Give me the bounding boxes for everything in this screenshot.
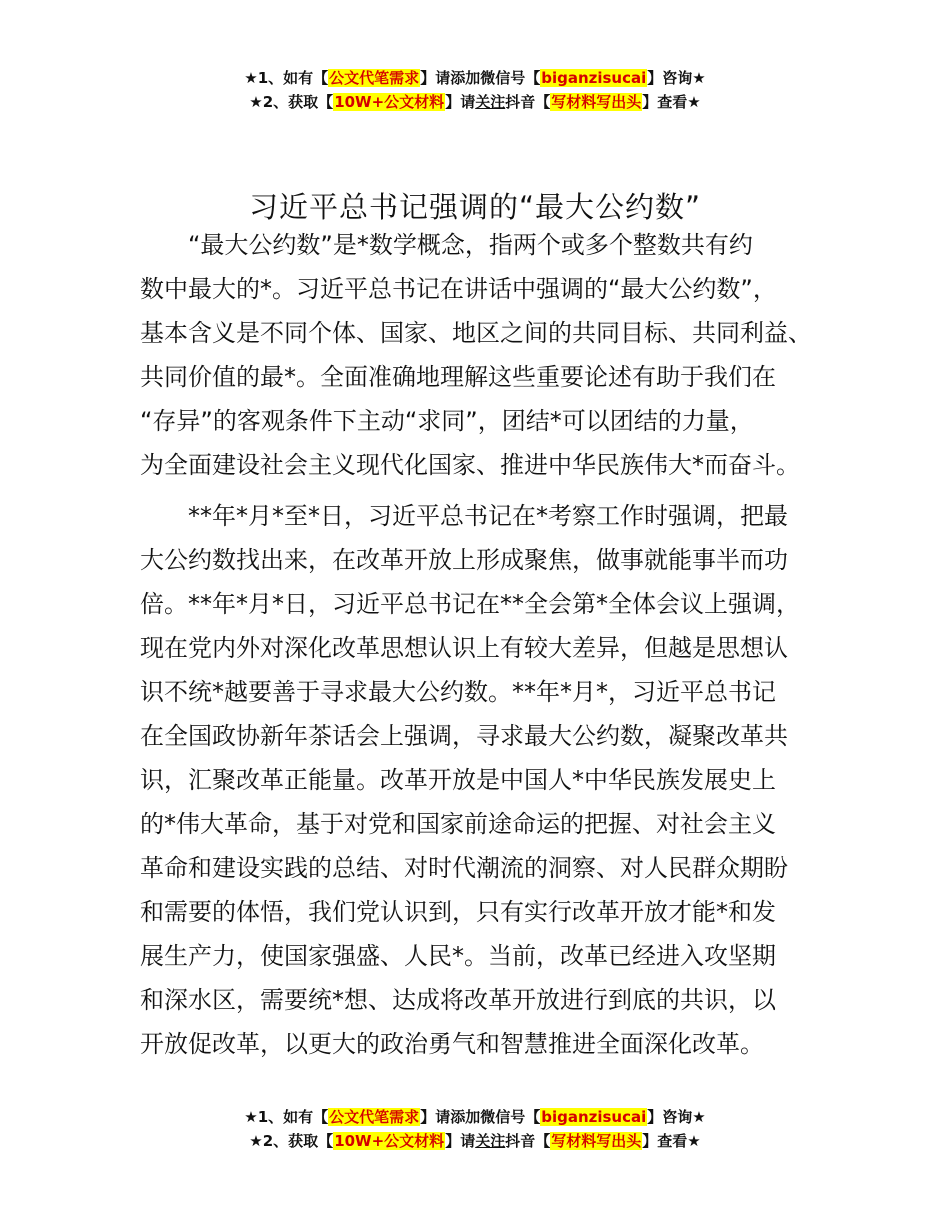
paragraph-line: 革命和建设实践的总结、对时代潮流的洞察、对人民群众期盼 [140, 854, 788, 882]
banner-text: ★2、获取【 [249, 93, 334, 111]
highlight-materials: 10W+公文材料 [334, 1132, 445, 1150]
paragraph-line: 识，汇聚改革正能量。改革开放是中国人*中华民族发展史上 [140, 766, 776, 794]
banner-line-2 [0, 90, 950, 114]
underlined-follow: 关注 [475, 93, 506, 111]
footer-banner [0, 1105, 950, 1153]
highlight-service: 公文代笔需求 [329, 1108, 420, 1126]
banner-text: ★1、如有【 [244, 1108, 329, 1126]
highlight-wechat-id: biganzisucai [541, 69, 647, 87]
banner-text: ★1、如有【 [244, 69, 329, 87]
paragraph-line: 共同价值的最*。全面准确地理解这些重要论述有助于我们在 [140, 363, 776, 391]
banner-text: 】咨询★ [647, 1108, 706, 1126]
paragraph-line: 和需要的体悟，我们党认识到，只有实行改革开放才能*和发 [140, 898, 776, 926]
banner-text: 】查看★ [642, 93, 701, 111]
banner-text: 抖音【 [505, 93, 551, 111]
highlight-douyin-account: 写材料写出头 [551, 1132, 642, 1150]
banner-text: 】咨询★ [647, 69, 706, 87]
paragraph-line: 倍。**年*月*日，习近平总书记在**全会第*全体会议上强调， [140, 590, 800, 618]
paragraph-line: 的*伟大革命，基于对党和国家前途命运的把握、对社会主义 [140, 810, 776, 838]
paragraph-line: 识不统*越要善于寻求最大公约数。**年*月*，习近平总书记 [140, 678, 776, 706]
paragraph-line: **年*月*至*日，习近平总书记在*考察工作时强调，把最 [140, 502, 788, 530]
paragraph-line: 大公约数找出来，在改革开放上形成聚焦，做事就能事半而功 [140, 546, 788, 574]
banner-line-2 [0, 1129, 950, 1153]
header-banner [0, 66, 950, 114]
highlight-douyin-account: 写材料写出头 [551, 93, 642, 111]
paragraph-line: 现在党内外对深化改革思想认识上有较大差异，但越是思想认 [140, 634, 788, 662]
paragraph-line: 和深水区，需要统*想、达成将改革开放进行到底的共识，以 [140, 986, 776, 1014]
paragraph-line: 在全国政协新年茶话会上强调，寻求最大公约数，凝聚改革共 [140, 722, 788, 750]
highlight-service: 公文代笔需求 [329, 69, 420, 87]
paragraph-line: 展生产力，使国家强盛、人民*。当前，改革已经进入攻坚期 [140, 942, 776, 970]
underlined-follow: 关注 [475, 1132, 506, 1150]
paragraph-line: 基本含义是不同个体、国家、地区之间的共同目标、共同利益、 [140, 319, 812, 347]
banner-line-1 [0, 1105, 950, 1129]
paragraph-line: “最大公约数”是*数学概念，指两个或多个整数共有约 [140, 231, 753, 259]
document-title: 习近平总书记强调的“最大公约数” [248, 190, 702, 225]
banner-line-1 [0, 66, 950, 90]
banner-text: 】请 [445, 93, 476, 111]
paragraph-line: 为全面建设社会主义现代化国家、推进中华民族伟大*而奋斗。 [140, 451, 800, 479]
banner-text: ★2、获取【 [249, 1132, 334, 1150]
banner-text: 】查看★ [642, 1132, 701, 1150]
banner-text: 】请 [445, 1132, 476, 1150]
highlight-materials: 10W+公文材料 [334, 93, 445, 111]
paragraph-1 [140, 223, 840, 487]
paragraph-line: 数中最大的*。习近平总书记在讲话中强调的“最大公约数”， [140, 275, 777, 303]
banner-text: 抖音【 [505, 1132, 551, 1150]
banner-text: 】请添加微信号【 [420, 69, 541, 87]
paragraph-line: 开放促改革，以更大的政治勇气和智慧推进全面深化改革。 [140, 1030, 764, 1058]
paragraph-line: “存异”的客观条件下主动“求同”，团结*可以团结的力量， [140, 407, 754, 435]
banner-text: 】请添加微信号【 [420, 1108, 541, 1126]
highlight-wechat-id: biganzisucai [541, 1108, 647, 1126]
paragraph-2 [140, 494, 840, 1066]
